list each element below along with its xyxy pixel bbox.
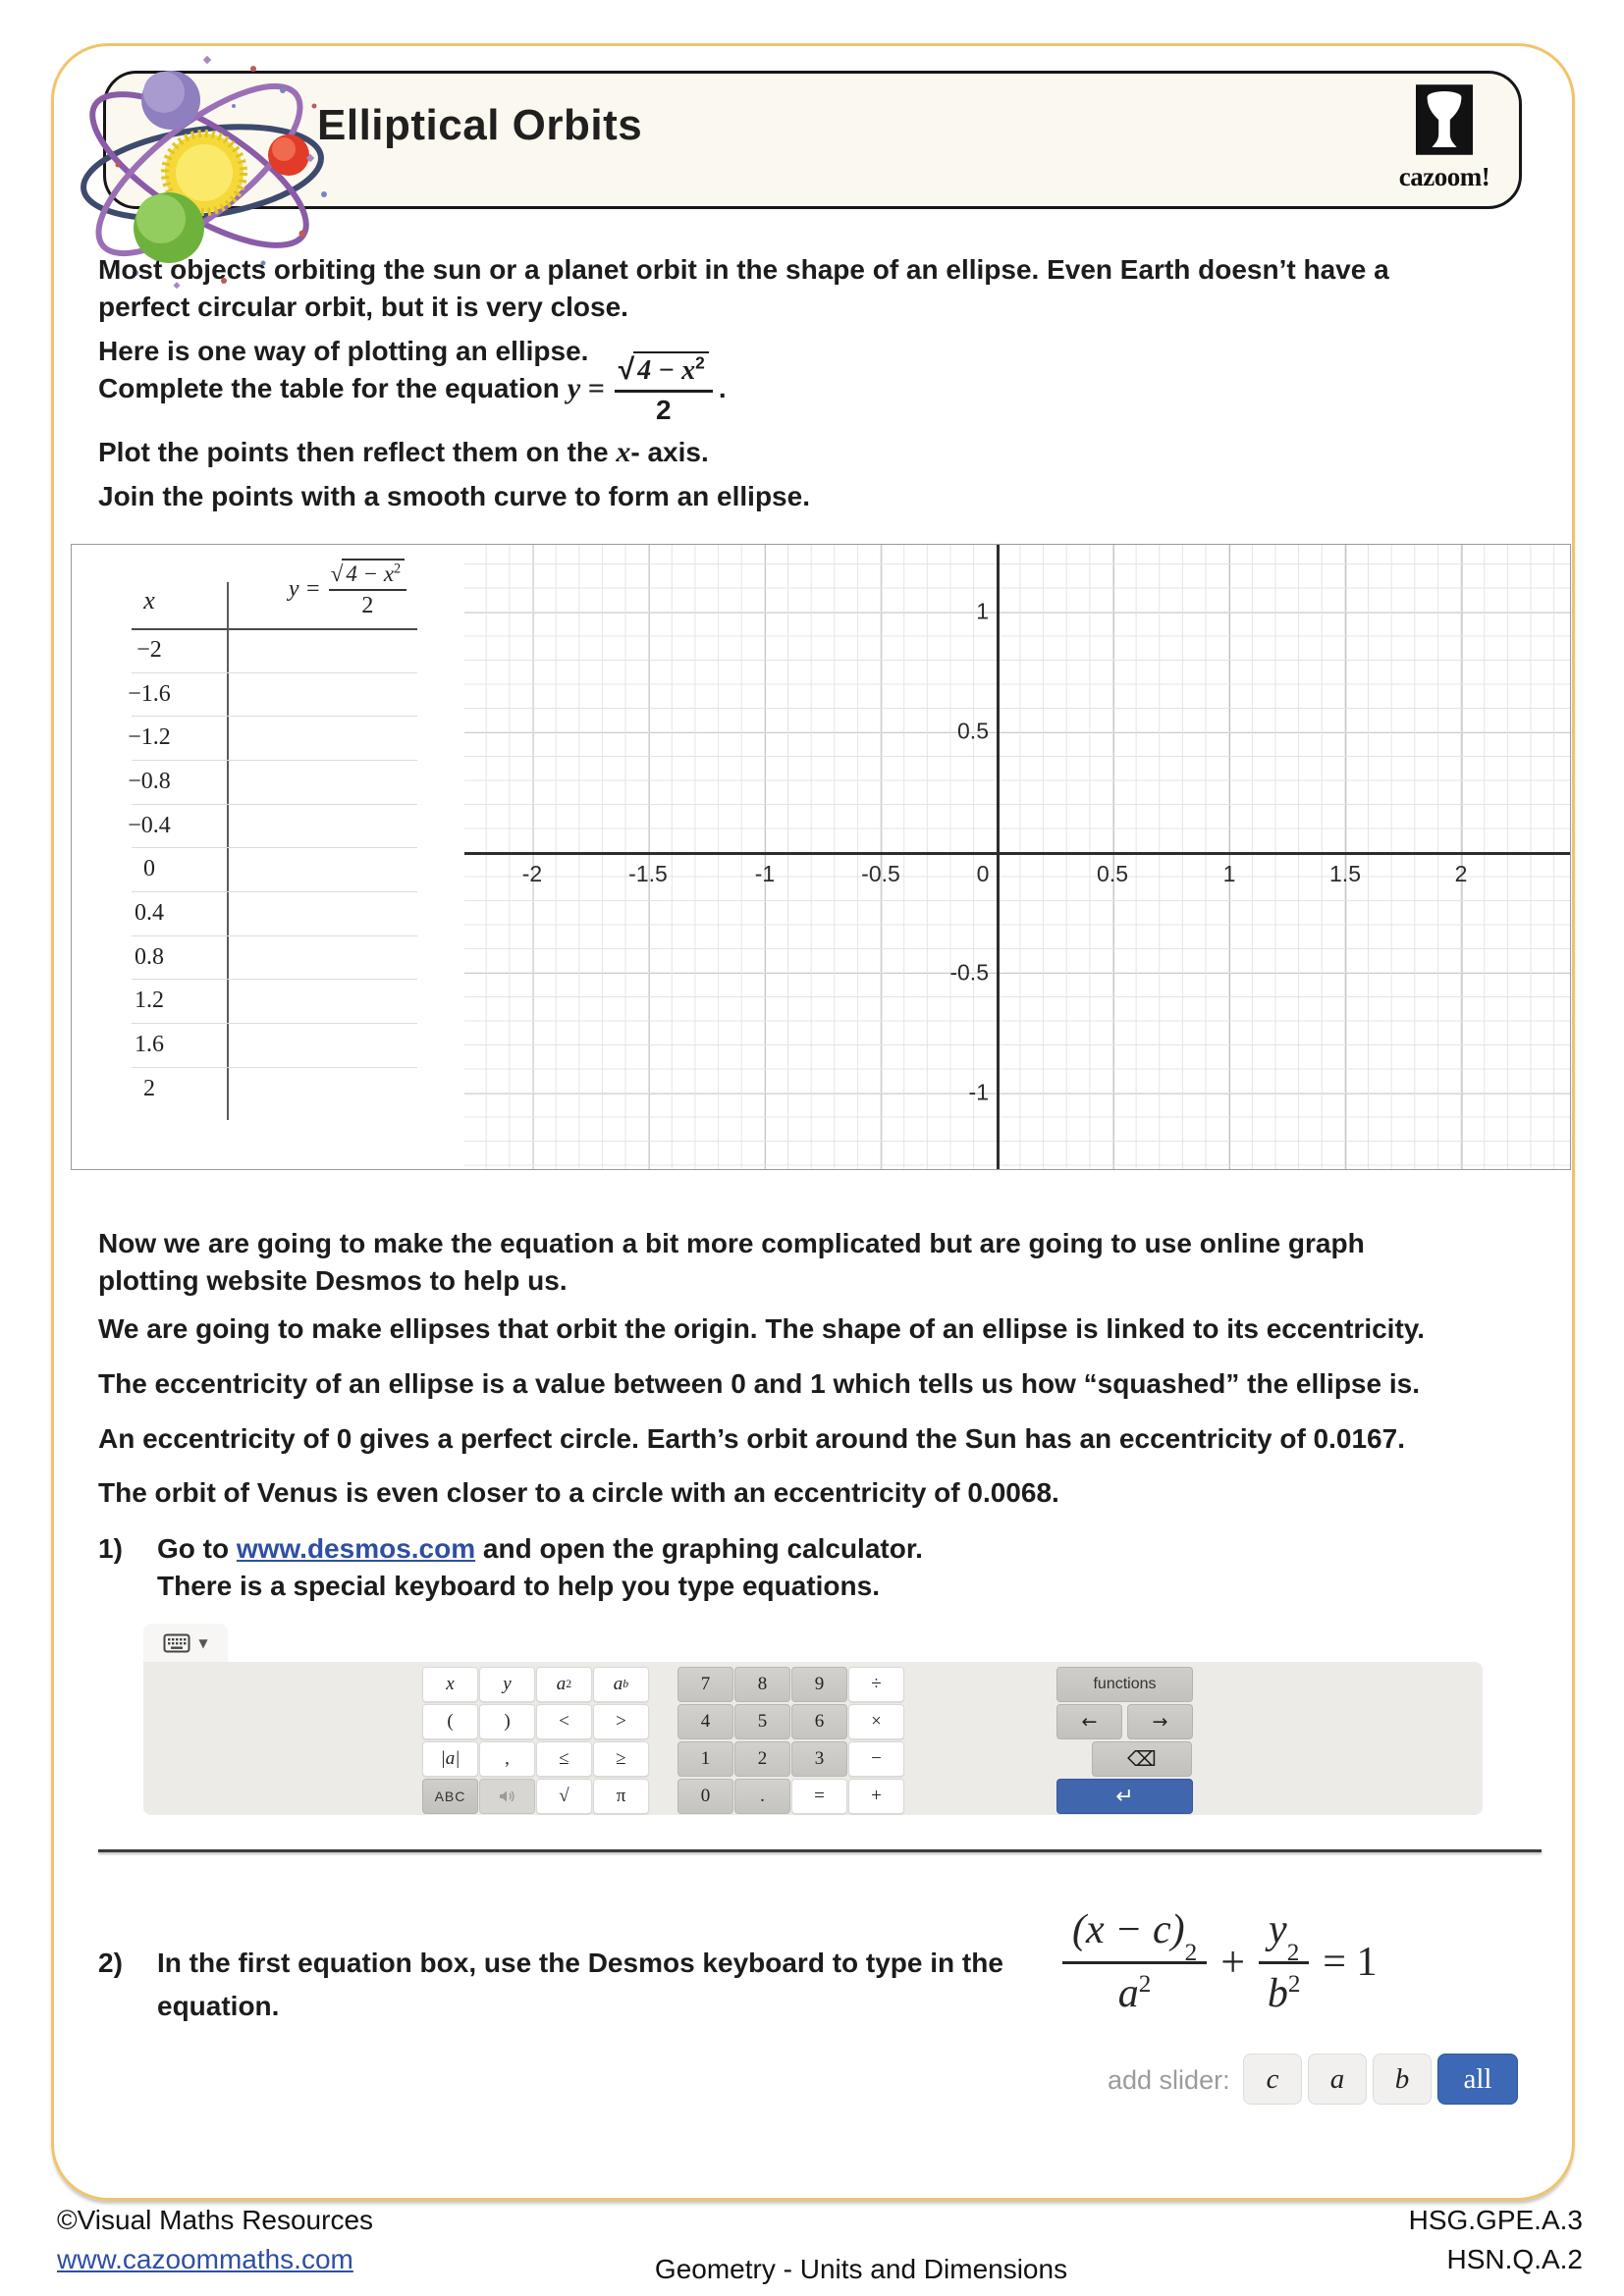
table-row-x: −0.4 [128, 813, 171, 838]
table-row-x: 1.6 [135, 1032, 164, 1057]
key-enter[interactable]: ↵ [1056, 1779, 1193, 1814]
middle-line-4: The eccentricity of an ellipse is a value between 0 and 1 which tells us how “squashed” the ellipse is. [98, 1368, 1420, 1399]
intro-line-2: perfect circular orbit, but it is very close. [98, 292, 628, 322]
key-less-equal[interactable]: ≤ [536, 1741, 592, 1777]
footer-standard-code-1: HSG.GPE.A.3 [1408, 2205, 1583, 2235]
key-4[interactable]: 4 [677, 1704, 733, 1739]
radicand: $4 - x^2$ [342, 559, 405, 587]
key-9[interactable]: 9 [791, 1667, 847, 1702]
equals-one: = 1 [1323, 1939, 1378, 1985]
middle-line-5: An eccentricity of 0 gives a perfect circle. Earth’s orbit around the Sun has an eccentricity of 0.0167. [98, 1423, 1405, 1454]
key-7[interactable]: 7 [677, 1667, 733, 1702]
step2-number: 2) [98, 1948, 123, 1978]
key-divide[interactable]: ÷ [848, 1667, 904, 1702]
footer-standard-code-2: HSN.Q.A.2 [1446, 2244, 1583, 2274]
ellipse-equation [1062, 1906, 1377, 2017]
speaker-icon [499, 1789, 516, 1803]
table-row-line [132, 979, 417, 980]
add-slider-label: add slider: [1108, 2065, 1230, 2095]
table-row-x: −0.8 [128, 769, 171, 794]
x-variable: x [616, 436, 631, 468]
table-row-line [132, 672, 417, 673]
key-paren-left[interactable]: ( [422, 1704, 478, 1739]
x-tick-label: 1.5 [1329, 861, 1361, 886]
key-abc[interactable]: ABC [422, 1779, 478, 1814]
key-6[interactable]: 6 [791, 1704, 847, 1739]
key-paren-right[interactable]: ) [479, 1704, 535, 1739]
keyboard-icon [163, 1633, 190, 1653]
key-equals[interactable]: = [791, 1779, 847, 1814]
table-row-line [132, 804, 417, 805]
page-title: Elliptical Orbits [317, 101, 643, 149]
table-row-line [132, 847, 417, 848]
table-and-graph-figure [71, 544, 1571, 1170]
table-row-x: 0.4 [135, 900, 164, 926]
keyboard-toggle-tab[interactable] [143, 1624, 228, 1662]
y-tick-label: -1 [968, 1079, 989, 1105]
fraction-1: (x − c) 2 $a^2$ [1062, 1906, 1207, 2017]
sqrt-sign: √ [618, 353, 635, 386]
key-plus[interactable]: + [848, 1779, 904, 1814]
section-divider [98, 1849, 1542, 1852]
key-decimal[interactable]: . [734, 1779, 790, 1814]
x-tick-label: -1.5 [628, 861, 668, 886]
x-tick-label: -0.5 [861, 861, 900, 886]
cazoom-logo-text: cazoom! [1398, 162, 1490, 191]
intro-equation-row [98, 351, 727, 426]
y-tick-label: 0.5 [957, 718, 989, 744]
key-greater-equal[interactable]: ≥ [593, 1741, 649, 1777]
table-row-x: 1.2 [135, 988, 164, 1013]
table-row-line [132, 891, 417, 892]
key-a-power-b[interactable]: a b [593, 1667, 649, 1702]
step1-line-1: Go to www.desmos.com and open the graphing calculator. [157, 1533, 923, 1564]
drum-icon [1416, 84, 1473, 155]
y-tick-label: 1 [976, 598, 989, 624]
step1-line-2: There is a special keyboard to help you type equations. [157, 1571, 880, 1601]
middle-line-3: We are going to make ellipses that orbit the origin. The shape of an ellipse is linked to its eccentricity. [98, 1313, 1426, 1344]
key-backspace[interactable]: ⌫ [1092, 1741, 1192, 1777]
intro-line-3: Here is one way of plotting an ellipse. [98, 336, 589, 366]
key-less-than[interactable]: < [536, 1704, 592, 1739]
step2-line-1: In the first equation box, use the Desmos keyboard to type in the [157, 1948, 1003, 1978]
key-8[interactable]: 8 [734, 1667, 790, 1702]
intro-equation-prefix: Complete the table for the equation [98, 373, 560, 403]
table-row-x: −1.6 [128, 681, 171, 707]
key-greater-than[interactable]: > [593, 1704, 649, 1739]
desmos-keyboard-panel [143, 1662, 1483, 1815]
intro-line-6: Join the points with a smooth curve to form an ellipse. [98, 481, 810, 511]
table-row-x: −2 [136, 637, 162, 663]
key-abs-value[interactable]: |a| [422, 1741, 478, 1777]
table-row-x: −1.2 [128, 724, 171, 750]
key-minus[interactable]: − [848, 1741, 904, 1777]
slider-button-c[interactable]: c [1243, 2054, 1302, 2105]
x-tick-label: 2 [1454, 861, 1468, 886]
table-row-line [132, 760, 417, 761]
x-axis [464, 852, 1570, 855]
middle-line-6: The orbit of Venus is even closer to a circle with an eccentricity of 0.0068. [98, 1477, 1059, 1508]
middle-paragraph-1: Now we are going to make the equation a bit more complicated but are going to use online graph plotting website Desmos to help us. [98, 1228, 1365, 1296]
denominator: 2 [361, 593, 374, 618]
denominator: 2 [655, 395, 672, 425]
sqrt-sign: √ [330, 561, 344, 586]
table-header-x: x [143, 586, 155, 614]
key-sqrt[interactable]: √ [536, 1779, 592, 1814]
fraction-2: y 2 $b^2$ [1259, 1906, 1309, 2017]
footer-center-text: Geometry - Units and Dimensions [654, 2254, 1068, 2284]
y-axis [997, 545, 1000, 1169]
cazoommaths-link[interactable]: www.cazoommaths.com [57, 2244, 353, 2274]
key-2[interactable]: 2 [734, 1741, 790, 1777]
x-tick-label: 0.5 [1097, 861, 1128, 886]
equation-lhs: y = [567, 372, 605, 404]
key-a-squared[interactable]: a 2 [536, 1667, 592, 1702]
graph-grid [464, 545, 1570, 1169]
table-row-x: 0.8 [135, 944, 164, 970]
table-row-x: 2 [143, 1076, 155, 1101]
y-tick-label: -0.5 [949, 959, 989, 986]
table-row-x: 0 [143, 856, 155, 881]
key-1[interactable]: 1 [677, 1741, 733, 1777]
x-tick-label: -2 [521, 861, 543, 886]
chevron-down-icon: ▼ [198, 1635, 208, 1650]
table-row-line [132, 1067, 417, 1068]
equation-period: . [718, 373, 727, 403]
radicand: $4 - x^2$ [633, 351, 709, 387]
plus-sign: + [1220, 1938, 1246, 1986]
table-header-y: y = √ $4 - x^2$ 2 [237, 559, 459, 619]
key-0[interactable]: 0 [677, 1779, 733, 1814]
slider-button-a[interactable]: a [1308, 2054, 1367, 2105]
key-arrow-right[interactable]: → [1127, 1704, 1193, 1739]
table-row-line [132, 1023, 417, 1024]
key-y[interactable]: y [479, 1667, 535, 1702]
x-tick-label: -1 [754, 861, 776, 886]
key-pi[interactable]: π [593, 1779, 649, 1814]
slider-button-all[interactable]: all [1437, 2054, 1518, 2105]
intro-line-1: Most objects orbiting the sun or a planet orbit in the shape of an ellipse. Even Earth doesn’t have a [98, 254, 1389, 285]
cazoom-logo [1373, 84, 1516, 192]
intro-line-5: Plot the points then reflect them on the x- axis. [98, 436, 709, 468]
x-tick-label: 0 [976, 861, 990, 886]
key-multiply[interactable]: × [848, 1704, 904, 1739]
step1-number: 1) [98, 1533, 123, 1564]
x-tick-label: 1 [1222, 861, 1236, 886]
footer-copyright: ©Visual Maths Resources [57, 2205, 374, 2235]
key-5[interactable]: 5 [734, 1704, 790, 1739]
key-comma[interactable]: , [479, 1741, 535, 1777]
step2-line-2: equation. [157, 1991, 280, 2021]
table-row-line [132, 935, 417, 936]
table-column-divider [227, 582, 229, 1120]
key-x[interactable]: x [422, 1667, 478, 1702]
key-speaker[interactable] [479, 1779, 535, 1814]
key-arrow-left[interactable]: ← [1056, 1704, 1122, 1739]
slider-button-b[interactable]: b [1373, 2054, 1432, 2105]
key-functions[interactable]: functions [1056, 1667, 1193, 1702]
table-row-line [132, 716, 417, 717]
intro-paragraph-1 [98, 251, 1389, 326]
key-3[interactable]: 3 [791, 1741, 847, 1777]
intro-fraction [615, 351, 713, 426]
desmos-link[interactable]: www.desmos.com [236, 1533, 476, 1564]
